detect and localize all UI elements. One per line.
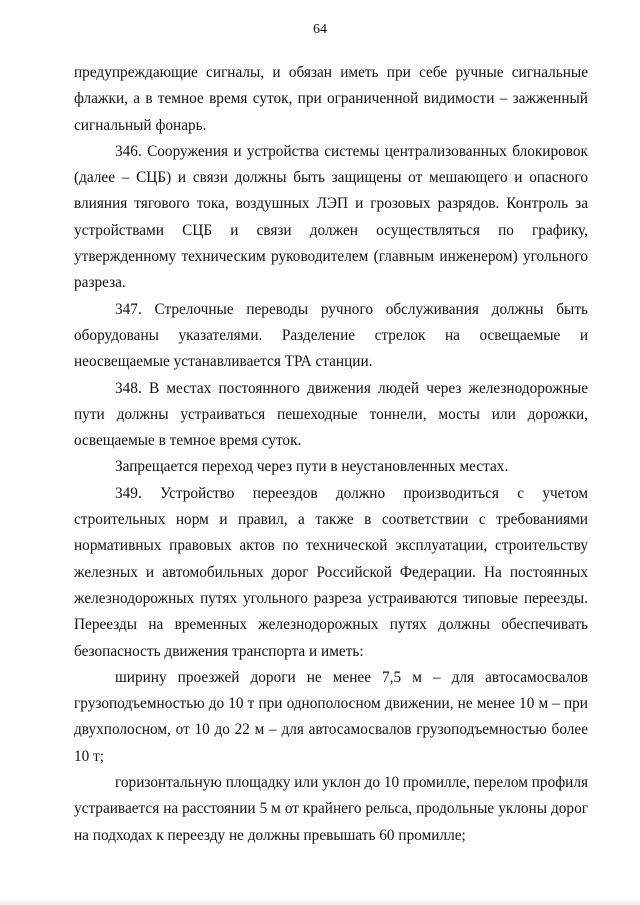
paragraph-349-platform: горизонтальную площадку или уклон до 10 промилле, перелом профиля устраивается на расстоянии 5 м от крайнего рельса, продольные уклоны дорог на подходах к переезду не должны превышать 60 промилле; (74, 774, 588, 844)
paragraph-349: 349. Устройство переездов должно производиться с учетом строительных норм и правил, а также в соответствии с требованиями нормативных правовых актов по технической эксплуатации, строительству железных и автомобильных дорог Российской Федерации. На постоянных железнодорожных путях угольного разреза устраиваются типовые переезды. Переезды на временных железнодорожных путях должны обеспечивать безопасность движения транспорта и иметь: (74, 484, 588, 660)
page-number: 64 (313, 22, 327, 37)
paragraph-348-prohibition: Запрещается переход через пути в неустановленных местах. (115, 458, 509, 476)
document-body (74, 60, 588, 849)
scan-bottom-edge (0, 899, 640, 905)
paragraph-349-road-width: ширину проезжей дороги не менее 7,5 м – для автосамосвалов грузоподъемностью до 10 т при однополосном движении, не менее 10 м – при двухполосном, от 10 до 22 м – для автосамосвалов грузоподъемностью более 10 т; (74, 668, 588, 765)
paragraph-346: 346. Сооружения и устройства системы централизованных блокировок (далее – СЦБ) и связи должны быть защищены от мешающего и опасного влияния тягового тока, воздушных ЛЭП и грозовых разрядов. Контроль за устройствами СЦБ и связи должен осуществляться по графику, утвержденному техническим руководителем (главным инженером) угольного разреза. (74, 142, 588, 292)
paragraph-continuation: предупреждающие сигналы, и обязан иметь при себе ручные сигнальные флажки, а в темное время суток, при ограниченной видимости – зажженный сигнальный фонарь. (74, 64, 588, 134)
paragraph-348: 348. В местах постоянного движения людей через железнодорожные пути должны устраиваться пешеходные тоннели, мосты или дорожки, освещаемые в темное время суток. (74, 379, 588, 450)
paragraph-347: 347. Стрелочные переводы ручного обслуживания должны быть оборудованы указателями. Разделение стрелок на освещаемые и неосвещаемые устанавливается ТРА станции. (74, 300, 588, 371)
